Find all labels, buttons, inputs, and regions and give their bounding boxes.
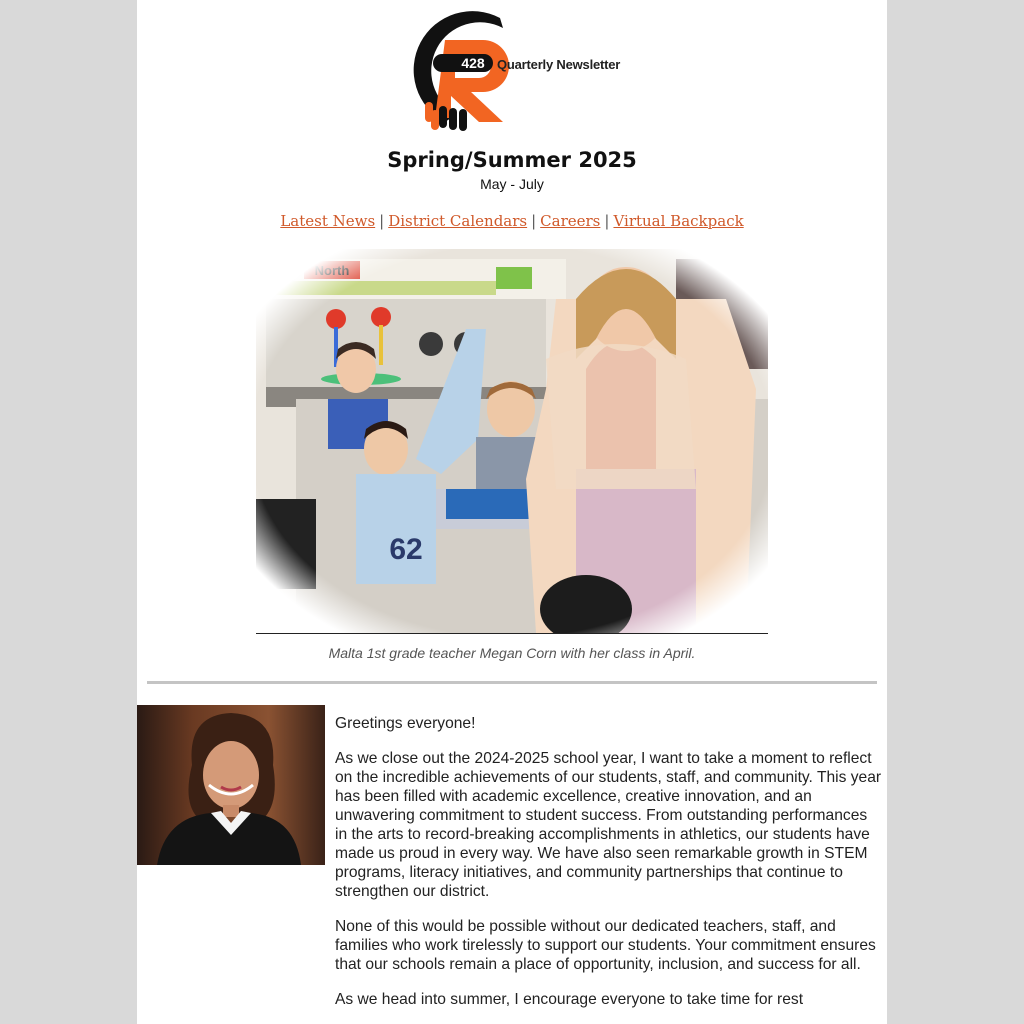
nav-separator: | [531, 212, 537, 230]
newsletter-page [137, 0, 887, 1024]
quick-links-nav [137, 212, 887, 230]
nav-link-careers[interactable]: Careers [540, 212, 601, 230]
logo-graphic [405, 10, 630, 135]
superintendent-letter [335, 714, 883, 1024]
nav-link-latest-news[interactable]: Latest News [280, 212, 376, 230]
photo-rule [256, 633, 768, 634]
superintendent-portrait [137, 705, 325, 865]
district-logo [405, 10, 630, 135]
nav-link-district-calendars[interactable]: District Calendars [388, 212, 528, 230]
nav-separator: | [379, 212, 385, 230]
newsletter-date-range: May - July [480, 176, 544, 192]
nav-separator: | [604, 212, 610, 230]
photo-caption: Malta 1st grade teacher Megan Corn with her class in April. [328, 645, 696, 661]
letter-paragraph: As we close out the 2024-2025 school year, I want to take a moment to reflect on the incredible achievements of our students, staff, and community. This year has been filled with academic excellence, creative innovation, and an unwavering commitment to student success. From outstanding performances in the arts to record-breaking accomplishments in athletics, our students have made us proud in every way. We have also seen remarkable growth in STEM programs, literacy initiatives, and community partnerships that continue to strengthen our district. [335, 750, 882, 900]
nav-link-virtual-backpack[interactable]: Virtual Backpack [613, 212, 744, 230]
portrait-illustration [137, 705, 325, 865]
letter-paragraph: None of this would be possible without our dedicated teachers, staff, and families who work tirelessly to support our students. Your commitment ensures that our schools remain a place of opportunity, inclusion, and success for all. [335, 918, 876, 973]
section-divider [147, 681, 877, 684]
hero-classroom-photo [256, 249, 768, 633]
letter-greeting: Greetings everyone! [335, 715, 476, 732]
logo-badge-number: 428 [461, 55, 485, 71]
logo-tagline: Quarterly Newsletter [497, 57, 621, 72]
classroom-illustration [256, 249, 768, 633]
letter-paragraph: As we head into summer, I encourage everyone to take time for rest [335, 991, 804, 1008]
newsletter-title: Spring/Summer 2025 [387, 148, 637, 172]
